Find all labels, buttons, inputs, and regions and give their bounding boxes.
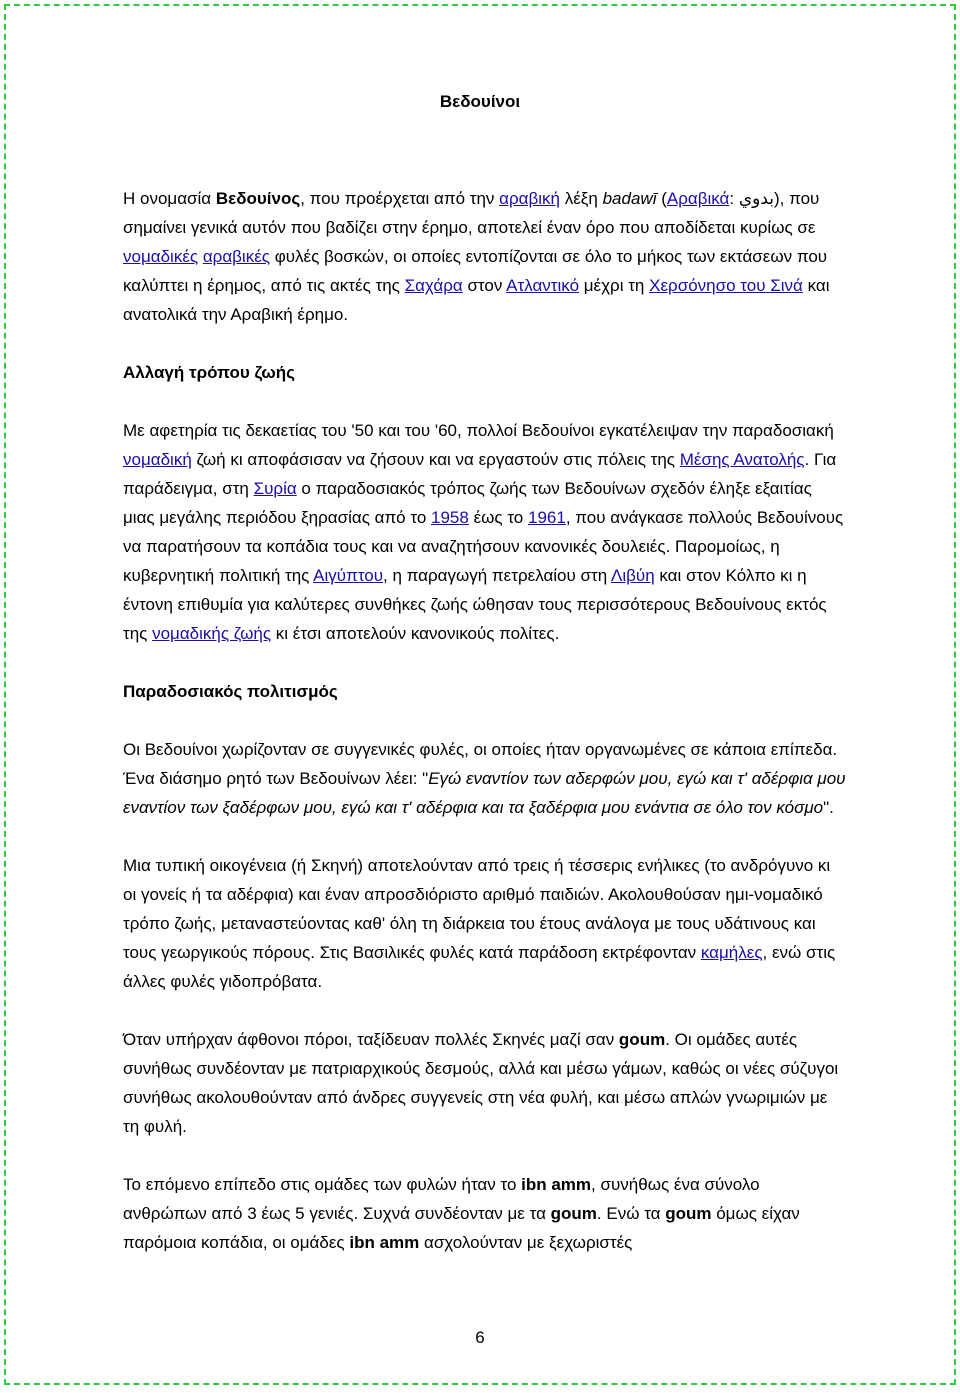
text: ), που σημαίνει γενικά αυτόν που βαδίζει στην έρημο, αποτελεί έναν όρο που αποδίδεται κυρίως σε [123,189,820,237]
text: , που προέρχεται από την [300,189,500,208]
link-1961[interactable]: 1961 [528,508,566,527]
text: ( [656,189,667,208]
term-goum: goum [618,1030,666,1049]
term-goum: goum [665,1204,712,1223]
text: και στον Κόλπο κι η έντονη επιθυμία για καλύτερες συνθήκες ζωής ώθησαν τους περισσότερους Βεδουίνους εκτός της [123,566,827,643]
link-arabs[interactable]: αραβικές [202,247,270,266]
text: έως το [468,508,528,527]
text: ο παραδοσιακός τρόπος ζωής των Βεδουίνων σχεδόν έληξε εξαιτίας μιας μεγάλης περιόδου ξηρασίας από το [123,479,812,527]
section-heading-lifestyle: Αλλαγή τρόπου ζωής [123,363,296,382]
section-heading-culture: Παραδοσιακός πολιτισμός [123,682,338,701]
link-sahara[interactable]: Σαχάρα [404,276,463,295]
text: Η ονομασία [123,189,216,208]
text: : [729,189,739,208]
culture-paragraph-3 [123,1025,848,1141]
text: Μια τυπική οικογένεια (ή Σκηνή) αποτελούνταν από τρεις ή τέσσερις ενήλικες (το ανδρόγυνο κι οι γονείς ή τα αδέρφια) και έναν απροσδιόριστο αριθμό παιδιών. Ακολουθούσαν ημι-νομαδικό τρόπο ζωής, μεταναστεύοντας καθ' όλη τη διάρκεια του έτους ανάλογα με τους υδάτινους και τους γεωργικούς πόρους. Στις Βασιλικές φυλές κατά παράδοση εκτρέφονταν [123,856,831,962]
text: , συνήθως ένα σύνολο ανθρώπων από 3 έως 5 γενιές. Συχνά συνδέονταν με τα [123,1175,760,1223]
text: . Για παράδειγμα, στη [123,450,837,498]
page-title: Βεδουίνοι [439,92,521,111]
text: ζωή κι αποφάσισαν να ζήσουν και να εργαστούν στις πόλεις της [191,450,680,469]
text: ". [823,798,834,817]
text: , ενώ στις άλλες φυλές γιδοπρόβατα. [123,943,836,991]
culture-paragraph-1 [123,735,848,822]
term-ibn-amm: ibn amm [349,1233,420,1252]
text: Το επόμενο επίπεδο στις ομάδες των φυλών ήταν το [123,1175,522,1194]
link-arabic-language[interactable]: Αραβικά [666,189,730,208]
link-nomadic-lifestyle[interactable]: νομαδικής ζωής [152,624,272,643]
text: στον [462,276,507,295]
arabic-word: بدوي [738,189,774,208]
text: Οι Βεδουίνοι χωρίζονταν σε συγγενικές φυλές, οι οποίες ήταν οργανωμένες σε κάποια επίπεδα. Ένα διάσημο ρητό των Βεδουίνων λέει: " [123,740,838,788]
text: , η παραγωγή πετρελαίου στη [383,566,611,585]
link-sinai[interactable]: Χερσόνησο του Σινά [649,276,803,295]
term-badawi: badawī [602,189,657,208]
bedouin-saying: Εγώ εναντίον των αδερφών μου, εγώ και τ' αδέρφια μου εναντίον των ξαδέρφων μου, εγώ και τ' αδέρφια και τα ξαδέρφια μου ενάντια σε όλο τον κόσμο [123,769,846,817]
link-atlantic[interactable]: Ατλαντικό [506,276,580,295]
link-1958[interactable]: 1958 [431,508,469,527]
link-middle-east[interactable]: Μέσης Ανατολής [679,450,805,469]
lifestyle-paragraph [123,416,848,648]
link-libya[interactable]: Λιβύη [610,566,655,585]
link-syria[interactable]: Συρία [253,479,297,498]
culture-paragraph-2 [123,851,848,996]
text: φυλές βοσκών, οι οποίες εντοπίζονται σε όλο το μήκος των εκτάσεων που καλύπτει η έρημος, από τις ακτές της [123,247,828,295]
text: Με αφετηρία τις δεκαετίας του '50 και του '60, πολλοί Βεδουίνοι εγκατέλειψαν την παραδοσιακή [123,421,834,440]
term-bedouin: Βεδουίνος [215,189,301,208]
page-number: 6 [475,1328,485,1347]
text: . Οι ομάδες αυτές συνήθως συνδέονταν με πατριαρχικούς δεσμούς, αλλά και μέσω γάμων, καθώς οι νέες σύζυγοι συνήθως ακολουθούνταν από άνδρες συγγενείς στη νέα φυλή, και μέσω απλών γνωριμιών με τη φυλή. [123,1030,839,1136]
text: Όταν υπήρχαν άφθονοι πόροι, ταξίδευαν πολλές Σκηνές μαζί σαν [123,1030,619,1049]
link-arabic[interactable]: αραβική [499,189,560,208]
intro-paragraph [123,184,848,329]
text: όμως είχαν παρόμοια κοπάδια, οι ομάδες [123,1204,800,1252]
text: κι έτσι αποτελούν κανονικούς πολίτες. [271,624,560,643]
link-nomadic-life[interactable]: νομαδική [123,450,192,469]
text: μέχρι τη [579,276,650,295]
text: , που ανάγκασε πολλούς Βεδουίνους να παρατήσουν τα κοπάδια τους και να αναζητήσουν κανονικές δουλειές. Παρομοίως, η κυβερνητική πολιτική της [123,508,844,585]
document-page [4,4,956,1385]
text: . Ενώ τα [596,1204,666,1223]
culture-paragraph-4 [123,1170,848,1257]
link-nomadic[interactable]: νομαδικές [123,247,199,266]
term-goum: goum [550,1204,597,1223]
text: και ανατολικά την Αραβική έρημο. [123,276,830,324]
text: ασχολούνταν με ξεχωριστές [419,1233,633,1252]
document-body [123,184,848,1257]
link-camels[interactable]: καμήλες [700,943,763,962]
link-egypt[interactable]: Αιγύπτου [313,566,384,585]
text: λέξη [560,189,603,208]
term-ibn-amm: ibn amm [521,1175,592,1194]
